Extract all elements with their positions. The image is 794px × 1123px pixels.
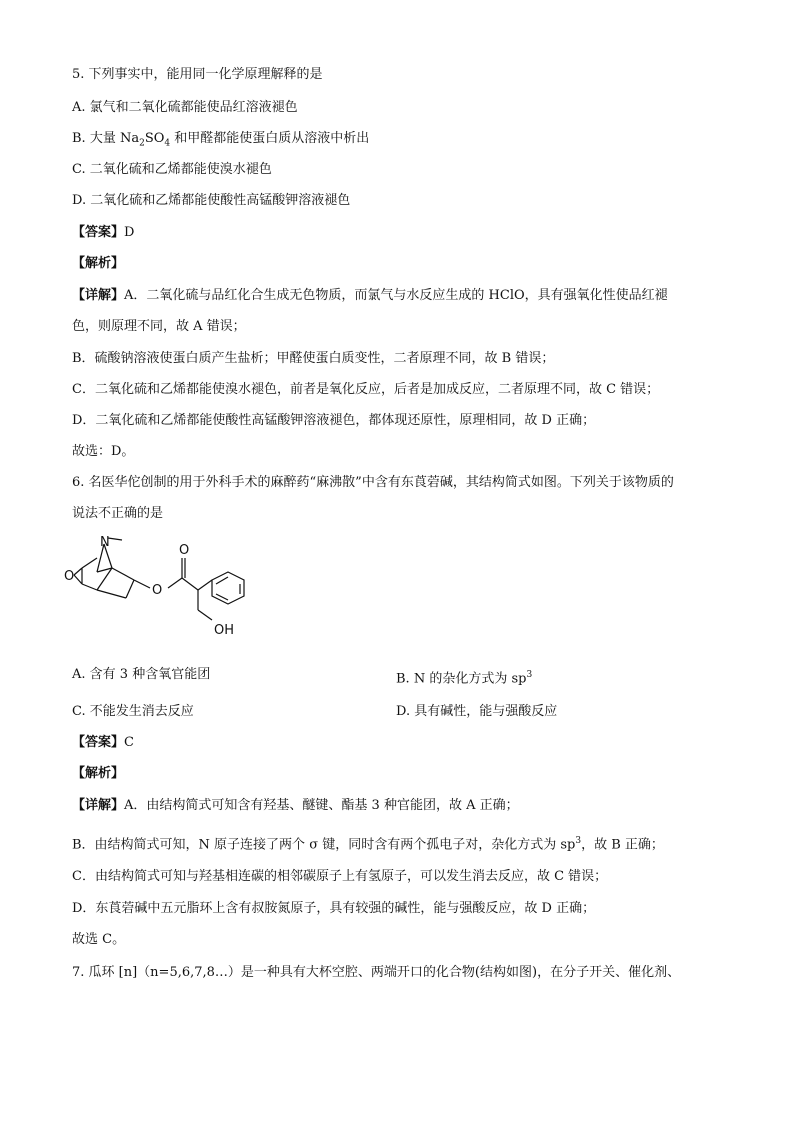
q6-detail-3: C．由结构简式可知与羟基相连碳的相邻碳原子上有氢原子，可以发生消去反应，故 C 错误； [72, 869, 608, 884]
q6-option-a: A. 含有 3 种含氧官能团 [72, 667, 211, 682]
q5-option-b: B. 大量 $Na_2SO_4$ 和甲醛都能使蛋白质从溶液中析出 [72, 131, 370, 149]
q5-analysis-label: 【解析】 [72, 256, 125, 271]
q7-stem: 7. 瓜环 [n]（n=5,6,7,8…）是一种具有大杯空腔、两端开口的化合物(结构如图)，在分子开关、催化剂、 [72, 965, 681, 980]
q6-option-c: C. 不能发生消去反应 [72, 704, 194, 719]
q5-detail-3: B．硫酸钠溶液使蛋白质产生盐析；甲醛使蛋白质变性，二者原理不同，故 B 错误； [72, 351, 555, 366]
q5-conclusion: 故选：D。 [72, 444, 135, 459]
q5-detail-5: D．二氧化硫和乙烯都能使酸性高锰酸钾溶液褪色，都体现还原性，原理相同，故 D 正确； [72, 413, 596, 428]
q6-answer: 【答案】C [72, 735, 134, 750]
q6-option-b: B. N 的杂化方式为 $sp^3$ [396, 670, 533, 687]
q6-stem-line-1: 6. 名医华佗创制的用于外科手术的麻醉药“麻沸散”中含有东莨菪碱，其结构简式如图。下列关于该物质的 [72, 475, 674, 490]
figure-label-o-carbonyl: O [179, 543, 190, 558]
q6-stem-line-2: 说法不正确的是 [72, 506, 164, 521]
figure-label-oh: OH [214, 623, 235, 638]
figure-label-n: N [100, 535, 110, 550]
figure-label-o-ester: O [152, 583, 163, 598]
figure-label-o-epoxide: O [64, 569, 75, 584]
scopolamine-structure-figure [64, 528, 274, 650]
q6-analysis-label: 【解析】 [72, 766, 125, 781]
q5-option-c: C. 二氧化硫和乙烯都能使溴水褪色 [72, 162, 272, 177]
q6-option-d: D. 具有碱性，能与强酸反应 [396, 704, 558, 719]
q5-detail-1: 【详解】A．二氧化硫与品红化合生成无色物质，而氯气与水反应生成的 HClO，具有强氧化性使品红褪 [72, 288, 668, 303]
q5-answer: 【答案】D [72, 225, 135, 240]
q5-detail-4: C．二氧化硫和乙烯都能使溴水褪色，前者是氧化反应，后者是加成反应，二者原理不同，故 C 错误； [72, 382, 660, 397]
q6-detail-2: B．由结构简式可知，N 原子连接了两个 σ 键，同时含有两个孤电子对，杂化方式为 $sp^3$，故 B 正确； [72, 836, 664, 853]
q5-option-d: D. 二氧化硫和乙烯都能使酸性高锰酸钾溶液褪色 [72, 193, 351, 208]
q5-stem: 5. 下列事实中，能用同一化学原理解释的是 [72, 67, 323, 82]
q6-detail-1: 【详解】A．由结构简式可知含有羟基、醚键、酯基 3 种官能团，故 A 正确； [72, 798, 519, 813]
q6-conclusion: 故选 C。 [72, 932, 126, 947]
q6-detail-4: D．东莨菪碱中五元脂环上含有叔胺氮原子，具有较强的碱性，能与强酸反应，故 D 正确； [72, 901, 596, 916]
q5-option-a: A. 氯气和二氧化硫都能使品红溶液褪色 [72, 100, 298, 115]
q5-detail-2: 色，则原理不同，故 A 错误； [72, 319, 246, 334]
